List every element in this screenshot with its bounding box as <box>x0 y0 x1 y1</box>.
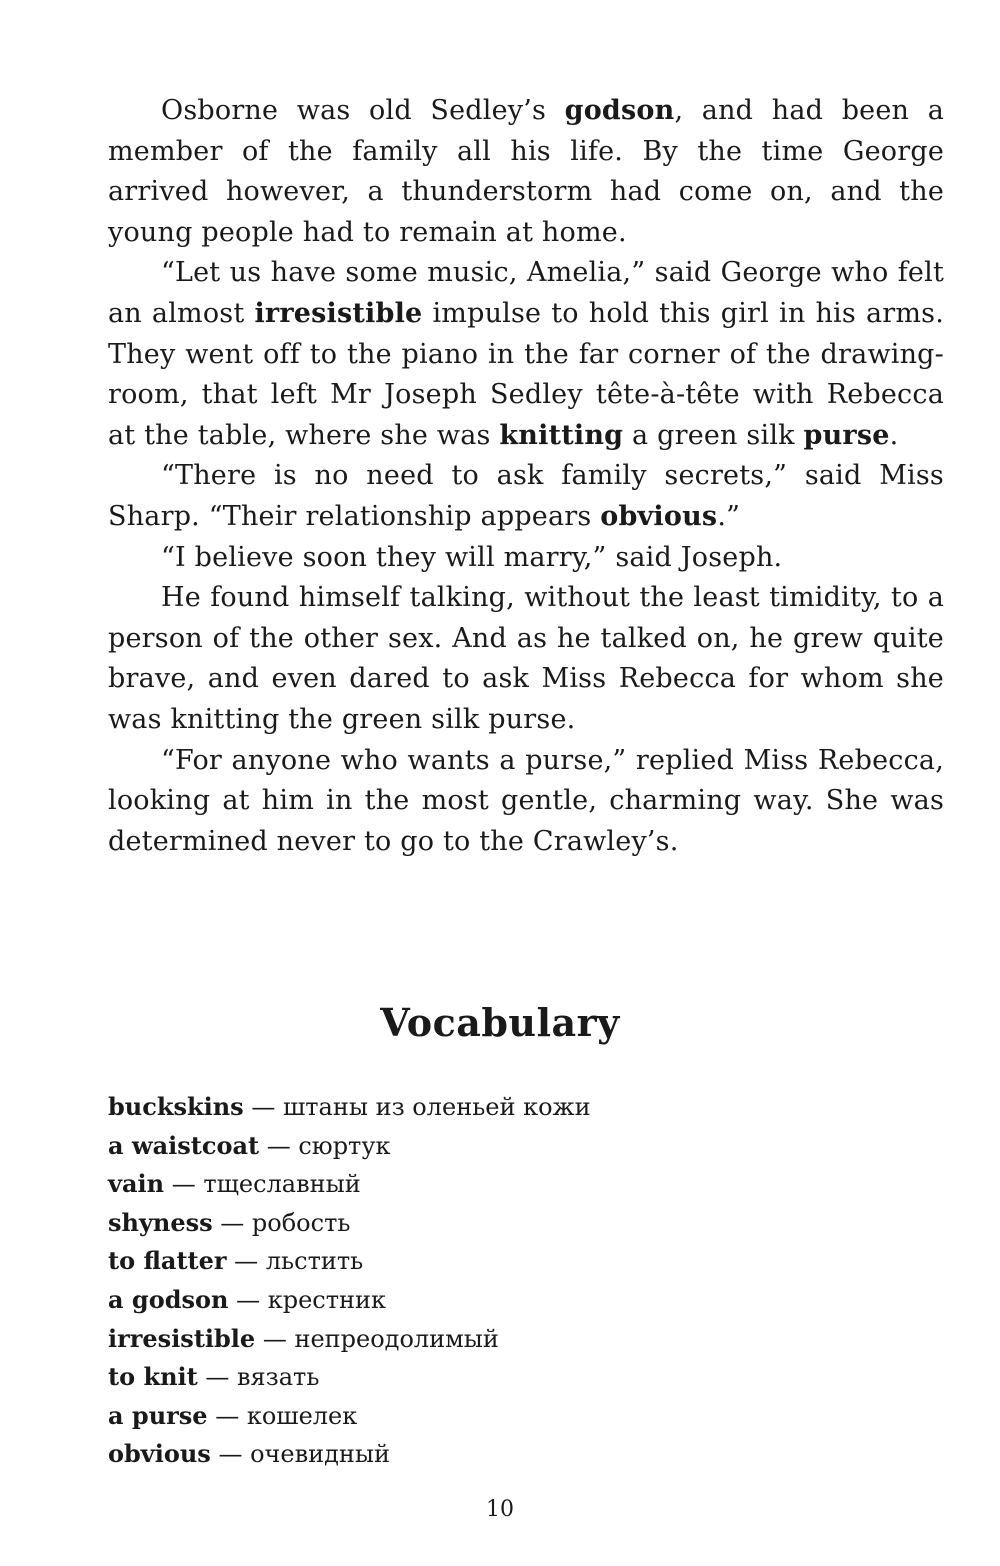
text-run: , and had been a member of the family all his life. By the time George arrived however, a thunderstorm had come on, and the young people had to remain at home. <box>108 95 944 248</box>
vocab-entry: a godson — крестник <box>108 1284 386 1314</box>
vocab-term: vain <box>108 1169 165 1199</box>
vocab-translation: льстить <box>265 1247 364 1276</box>
paragraph <box>108 253 944 456</box>
page-number: 10 <box>486 1497 514 1522</box>
vocab-term: buckskins <box>108 1092 244 1121</box>
vocab-translation: очевидный <box>250 1440 390 1469</box>
vocab-translation: тщеславный <box>203 1170 361 1199</box>
vocab-translation: кошелек <box>246 1401 358 1430</box>
text-run: impulse to hold this girl in his arms. They went off to the piano in the far corner of the drawing-room, that left Mr Joseph Sedley tête-à-tête with Rebecca at the table, where she was <box>108 297 945 451</box>
vocab-term: irresistible <box>108 1323 256 1353</box>
vocab-highlight: godson <box>564 95 675 126</box>
paragraph <box>108 91 944 253</box>
vocab-highlight: knitting <box>499 419 624 451</box>
vocab-translation: сюртук <box>298 1131 391 1160</box>
paragraph <box>108 741 944 863</box>
vocab-term: a purse <box>108 1400 208 1430</box>
text-run: “There is no need to ask family secrets,” said Miss Sharp. “Their relationship appears <box>108 460 944 532</box>
vocab-term: obvious <box>108 1439 211 1469</box>
vocab-translation: вязать <box>237 1363 320 1392</box>
vocab-translation: штаны из оленьей кожи <box>282 1093 591 1121</box>
vocab-translation: робость <box>251 1208 351 1237</box>
vocab-entry: a waistcoat — сюртук <box>108 1130 391 1160</box>
vocab-highlight: obvious <box>600 500 718 532</box>
vocab-term: to knit <box>108 1362 198 1392</box>
vocab-highlight: irresistible <box>254 297 423 329</box>
story-text <box>108 91 944 862</box>
vocab-term: shyness <box>108 1207 213 1237</box>
vocab-entry: shyness — робость <box>108 1207 351 1237</box>
vocab-entry: obvious — очевидный <box>108 1439 390 1469</box>
vocab-translation: непреодолимый <box>294 1324 499 1353</box>
text-run: “I believe soon they will marry,” said Joseph. <box>161 541 783 573</box>
text-run: “For anyone who wants a purse,” replied Miss Rebecca, looking at him in the most gentle, charming way. She was determined never to go to the Crawley’s. <box>108 744 944 857</box>
vocab-entry: irresistible — непреодолимый <box>108 1323 499 1353</box>
text-run: a green silk <box>623 419 804 451</box>
text-run: .” <box>717 500 741 532</box>
vocab-entry: to flatter — льстить <box>108 1246 364 1276</box>
vocab-entry: to knit — вязать <box>108 1362 320 1392</box>
vocab-entry: vain — тщеславный <box>108 1169 361 1199</box>
vocab-highlight: purse <box>803 419 890 451</box>
paragraph <box>108 538 944 579</box>
vocab-entry: buckskins — штаны из оленьей кожи <box>108 1092 591 1121</box>
vocabulary-heading: Vocabulary <box>380 1000 620 1045</box>
vocab-term: to flatter <box>108 1246 227 1276</box>
text-run: “Let us have some music, Amelia,” said George who felt an almost <box>108 257 944 329</box>
vocabulary-list <box>108 1088 944 1474</box>
paragraph <box>108 456 944 537</box>
text-run: . <box>889 419 899 451</box>
text-run: Osborne was old Sedley’s <box>161 95 565 126</box>
vocab-term: a waistcoat <box>108 1130 260 1160</box>
vocab-entry: a purse — кошелек <box>108 1400 358 1430</box>
vocab-term: a godson <box>108 1284 229 1314</box>
paragraph <box>108 578 944 740</box>
vocab-translation: крестник <box>267 1285 386 1314</box>
text-run: He found himself talking, without the least timidity, to a person of the other sex. And as he talked on, he grew quite brave, and even dared to ask Miss Rebecca for whom she was knitting the green silk purse. <box>108 582 944 735</box>
